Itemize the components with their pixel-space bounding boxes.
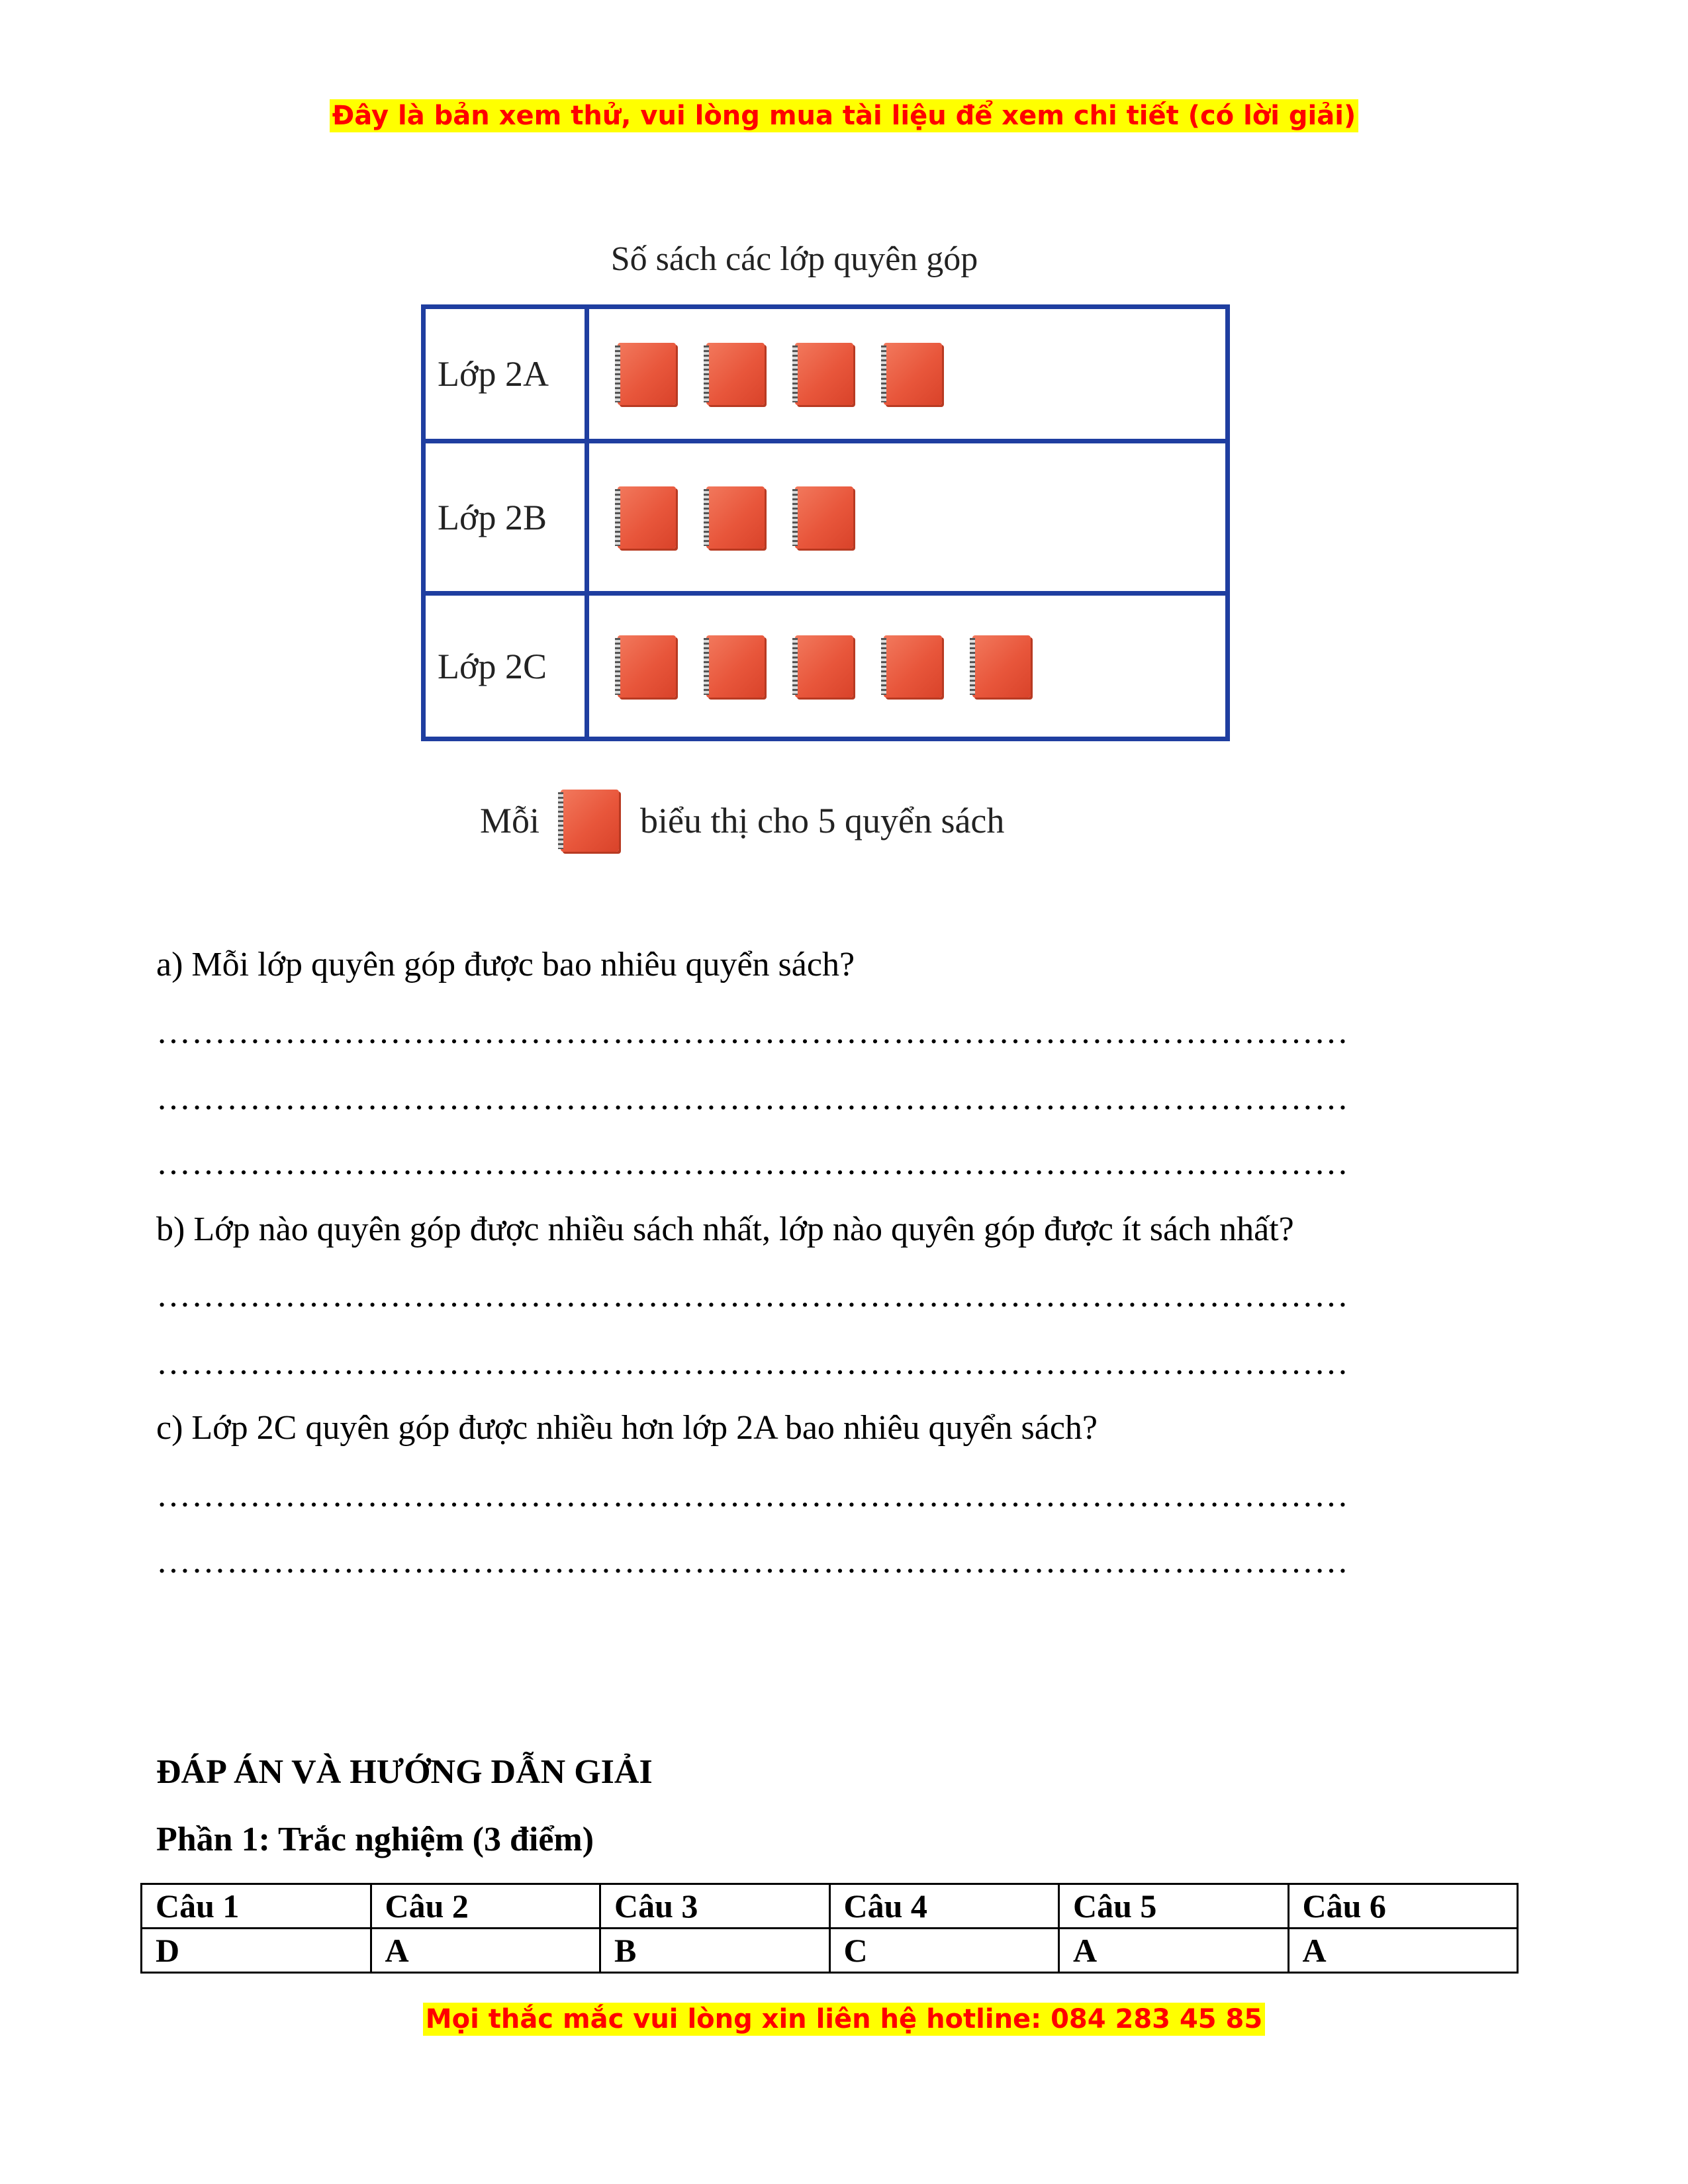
book-icon [972,635,1031,698]
question-c: c) Lớp 2C quyên góp được nhiều hơn lớp 2A bao nhiêu quyển sách? [156,1409,1098,1447]
hotline-text: Mọi thắc mắc vui lòng xin liên hệ hotline: 084 283 45 85 [423,2003,1265,2036]
part1-heading: Phần 1: Trắc nghiệm (3 điểm) [156,1821,594,1858]
table-header-row [142,1884,1518,1929]
pictograph-row-2c [426,596,1225,737]
preview-notice-text: Đây là bản xem thử, vui lòng mua tài liệu để xem chi tiết (có lời giải) [330,99,1358,132]
table-cell: D [142,1929,371,1973]
book-icon [795,635,853,698]
answers-heading: ĐÁP ÁN VÀ HƯỚNG DẪN GIẢI [156,1753,653,1791]
table-cell: A [1059,1929,1289,1973]
pictograph-table [421,304,1230,741]
answer-line: ………………………………………………………………………………………… [156,1344,1349,1382]
table-cell: A [371,1929,600,1973]
table-cell: A [1288,1929,1518,1973]
row-label: Lớp 2B [438,497,547,537]
book-icon [618,486,676,549]
book-icon [795,343,853,405]
table-header-cell: Câu 1 [142,1884,371,1929]
answer-line: ………………………………………………………………………………………… [156,1079,1349,1117]
pictograph-legend [480,784,1004,857]
legend-suffix: biểu thị cho 5 quyển sách [640,801,1005,841]
legend-prefix: Mỗi [480,801,540,841]
answer-line: ………………………………………………………………………………………… [156,1477,1349,1514]
book-icons [618,309,942,439]
answer-line: ………………………………………………………………………………………… [156,1013,1349,1051]
pictograph-row-2b [426,443,1225,596]
answer-line: ………………………………………………………………………………………… [156,1543,1349,1580]
table-header-cell: Câu 3 [600,1884,830,1929]
pictograph-title: Số sách các lớp quyên góp [610,240,978,278]
table-header-cell: Câu 4 [829,1884,1059,1929]
table-row [142,1929,1518,1973]
book-icon [618,343,676,405]
table-header-cell: Câu 5 [1059,1884,1289,1929]
table-cell: C [829,1929,1059,1973]
book-icon [795,486,853,549]
book-icons [618,596,1031,737]
pictograph-row-2a [426,309,1225,443]
answer-line: ………………………………………………………………………………………… [156,1277,1349,1314]
table-header-cell: Câu 2 [371,1884,600,1929]
preview-notice-banner [0,101,1688,131]
row-label: Lớp 2A [438,354,549,394]
table-cell: B [600,1929,830,1973]
answer-table [140,1883,1519,1974]
book-icon [706,486,765,549]
book-icon [618,635,676,698]
book-icon [884,343,942,405]
book-icon [706,343,765,405]
book-icon [884,635,942,698]
question-b: b) Lớp nào quyên góp được nhiều sách nhất, lớp nào quyên góp được ít sách nhất? [156,1210,1294,1248]
answer-line: ………………………………………………………………………………………… [156,1144,1349,1182]
table-header-cell: Câu 6 [1288,1884,1518,1929]
row-label: Lớp 2C [438,646,547,686]
book-icon [561,790,619,852]
hotline-banner [0,2004,1688,2034]
book-icon [706,635,765,698]
book-icons [618,443,853,591]
question-a: a) Mỗi lớp quyên góp được bao nhiêu quyển sách? [156,946,855,983]
